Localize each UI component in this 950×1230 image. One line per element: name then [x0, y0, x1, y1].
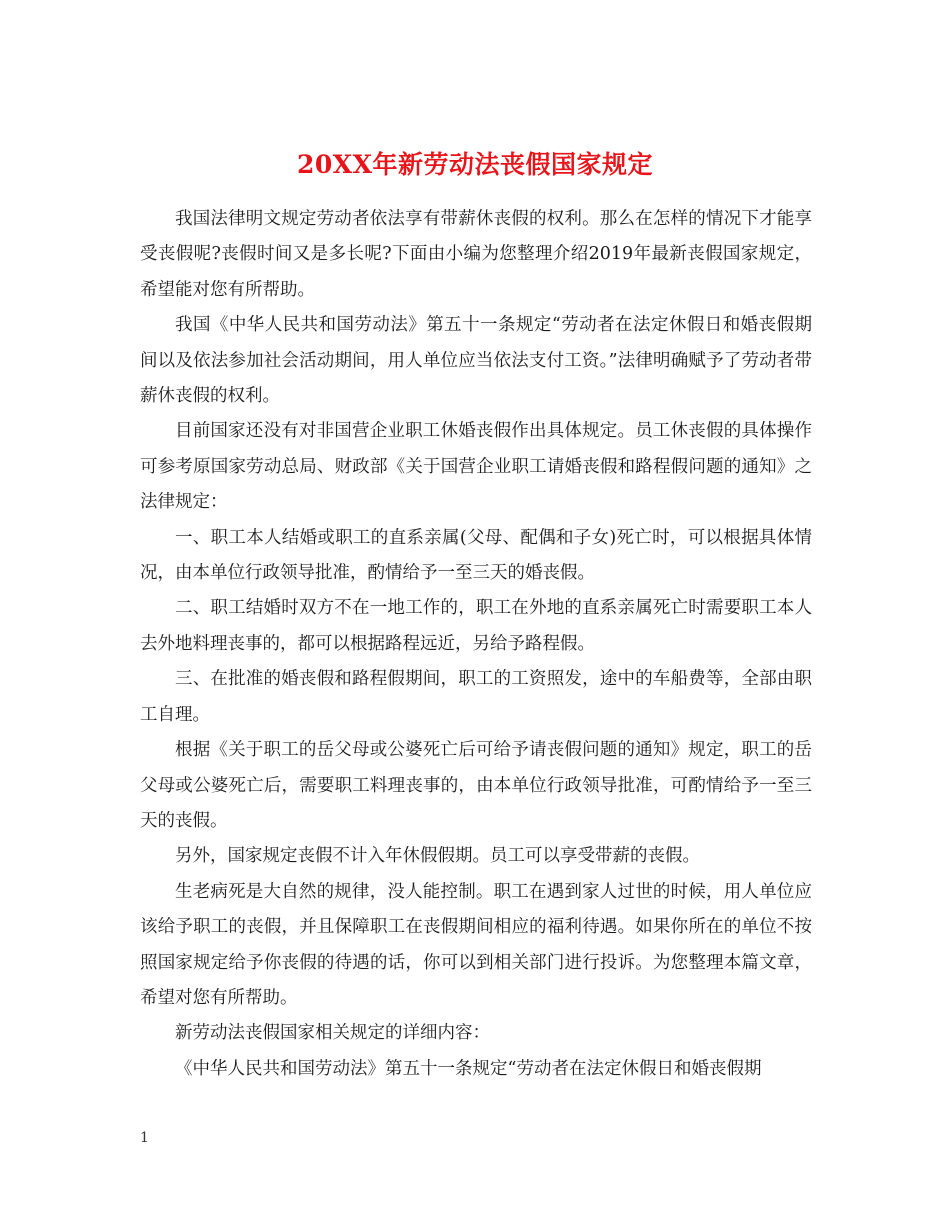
- paragraph-continued: 《中华人民共和国劳动法》第五十一条规定“劳动者在法定休假日和婚丧假期: [175, 1058, 762, 1079]
- document-body: [140, 202, 812, 1087]
- paragraph-rule-one: 一、职工本人结婚或职工的直系亲属(父母、配偶和子女)死亡时，可以根据具体情况，由本单位行政领导批准，酌情给予一至三天的婚丧假。: [140, 527, 812, 584]
- paragraph-summary: 生老病死是大自然的规律，没人能控制。职工在遇到家人过世的时候，用人单位应该给予职工的丧假，并且保障职工在丧假期间相应的福利待遇。如果你所在的单位不按照国家规定给予你丧假的待遇的话，你可以到相关部门进行投诉。为您整理本篇文章，希望对您有所帮助。: [140, 881, 812, 1008]
- paragraph-intro: 我国法律明文规定劳动者依法享有带薪休丧假的权利。那么在怎样的情况下才能享受丧假呢?丧假时间又是多长呢?下面由小编为您整理介绍2019年最新丧假国家规定，希望能对您有所帮助。: [140, 209, 812, 300]
- paragraph-annual-leave: 另外，国家规定丧假不计入年休假假期。员工可以享受带薪的丧假。: [175, 846, 700, 867]
- paragraph-in-laws-notice: 根据《关于职工的岳父母或公婆死亡后可给予请丧假问题的通知》规定，职工的岳父母或公婆死亡后，需要职工料理丧事的，由本单位行政领导批准，可酌情给予一至三天的丧假。: [140, 740, 812, 831]
- document-title: 20XX年新劳动法丧假国家规定: [296, 149, 654, 179]
- paragraph-details-heading: 新劳动法丧假国家相关规定的详细内容：: [175, 1023, 490, 1044]
- page-number: 1: [140, 1130, 149, 1146]
- paragraph-current-regulation: 目前国家还没有对非国营企业职工休婚丧假作出具体规定。员工休丧假的具体操作可参考原国家劳动总局、财政部《关于国营企业职工请婚丧假和路程假问题的通知》之法律规定：: [140, 421, 812, 513]
- paragraph-labor-law-article-51: 我国《中华人民共和国劳动法》第五十一条规定“劳动者在法定休假日和婚丧假期间以及依法参加社会活动期间，用人单位应当依法支付工资。”法律明确赋予了劳动者带薪休丧假的权利。: [140, 315, 812, 407]
- paragraph-rule-three: 三、在批准的婚丧假和路程假期间，职工的工资照发，途中的车船费等，全部由职工自理。: [140, 669, 812, 725]
- paragraph-rule-two: 二、职工结婚时双方不在一地工作的，职工在外地的直系亲属死亡时需要职工本人去外地料理丧事的，都可以根据路程远近，另给予路程假。: [140, 598, 812, 654]
